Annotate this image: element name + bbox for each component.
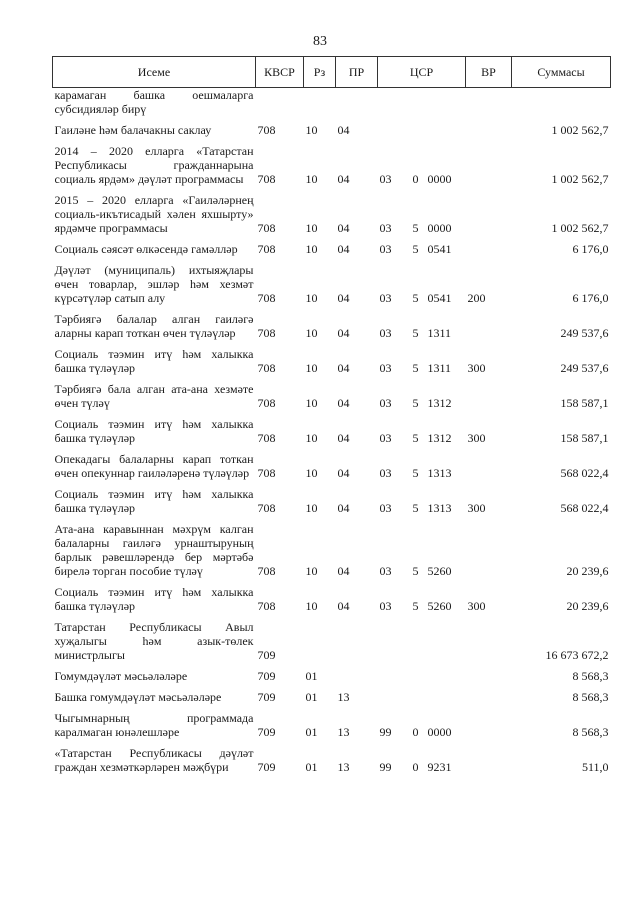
cell-name: Социаль сәясәт өлкәсендә гамәлләр (54, 242, 238, 256)
cell-csr3: 1312 (427, 431, 452, 445)
cell-kvsr (256, 88, 304, 121)
cell-csr2: 5 (412, 564, 419, 578)
cell-rz: 10 (305, 564, 318, 578)
cell-vr: 300 (467, 501, 486, 515)
cell-csr1: 03 (379, 564, 392, 578)
cell-csr1: 99 (379, 760, 392, 774)
cell-amount: 1 002 562,7 (551, 221, 609, 235)
cell-vr (466, 309, 512, 344)
cell-vr (466, 141, 512, 190)
cell-amount: 20 239,6 (566, 564, 609, 578)
cell-name: Тәрбиягә бала алган ата-ана хезмәте өчен түләү (54, 382, 254, 410)
cell-name: Чыгымнарның программада каралмаган юнәлешләре (54, 711, 254, 739)
cell-kvsr: 708 (257, 466, 276, 480)
cell-csr2 (406, 120, 426, 141)
cell-vr (466, 88, 512, 121)
cell-kvsr: 709 (257, 760, 276, 774)
cell-kvsr: 708 (257, 123, 276, 137)
cell-name: Дәүләт (муниципаль) ихтыяҗлары өчен товарлар, эшләр һәм хезмәт күрсәтүләр сатып алу (54, 263, 254, 305)
cell-csr3: 0541 (427, 291, 452, 305)
cell-rz: 10 (305, 221, 318, 235)
cell-name: Социаль тәэмин итү һәм халыкка башка түләүләр (54, 487, 254, 515)
cell-kvsr: 708 (257, 431, 276, 445)
cell-csr2: 0 (412, 725, 419, 739)
cell-csr2: 5 (412, 361, 419, 375)
cell-pr: 04 (337, 361, 350, 375)
cell-csr1: 03 (379, 291, 392, 305)
cell-pr: 04 (337, 242, 350, 256)
cell-rz (304, 88, 336, 121)
cell-pr (336, 666, 378, 687)
cell-pr: 04 (337, 501, 350, 515)
cell-csr2: 5 (412, 221, 419, 235)
cell-pr: 13 (337, 760, 350, 774)
header-rz: Рз (304, 57, 336, 88)
cell-vr (466, 379, 512, 414)
cell-csr1: 03 (379, 221, 392, 235)
table-row (53, 519, 611, 582)
cell-vr: 300 (467, 431, 486, 445)
cell-csr2 (406, 687, 426, 708)
cell-csr1: 03 (379, 599, 392, 613)
table-row (53, 344, 611, 379)
cell-rz: 10 (305, 361, 318, 375)
cell-amount: 6 176,0 (572, 291, 609, 305)
cell-vr: 300 (467, 599, 486, 613)
cell-rz: 10 (305, 326, 318, 340)
table-row (53, 379, 611, 414)
cell-csr2: 5 (412, 431, 419, 445)
cell-csr1 (378, 617, 406, 666)
cell-csr1: 03 (379, 172, 392, 186)
cell-amount: 249 537,6 (560, 326, 609, 340)
cell-name: Татарстан Республикасы Авыл хуҗалыгы һәм азык-төлек министрлыгы (54, 620, 254, 662)
table-row (53, 708, 611, 743)
cell-pr (336, 617, 378, 666)
table-row (53, 414, 611, 449)
cell-pr: 04 (337, 326, 350, 340)
cell-name: Гаиләне һәм балачакны саклау (54, 123, 212, 137)
table-row (53, 687, 611, 708)
cell-amount: 8 568,3 (572, 690, 609, 704)
cell-csr2: 5 (412, 291, 419, 305)
cell-vr (466, 666, 512, 687)
cell-pr: 13 (337, 690, 350, 704)
page-number: 83 (313, 34, 327, 49)
cell-amount: 158 587,1 (560, 396, 609, 410)
cell-vr (466, 449, 512, 484)
cell-name: Опекадагы балаларны карап тоткан өчен опекуннар гаиләләренә түләүләр (54, 452, 254, 480)
cell-vr (466, 743, 512, 778)
cell-amount: 568 022,4 (560, 466, 609, 480)
cell-csr2: 5 (412, 599, 419, 613)
cell-rz: 10 (305, 172, 318, 186)
cell-name: 2014 – 2020 елларга «Татарстан Республикасы гражданнарына социаль ярдәм» дәүләт программасы (54, 144, 254, 186)
cell-name: Тәрбиягә балалар алган гаиләгә аларны карап тоткан өчен түләүләр (54, 312, 254, 340)
cell-csr2 (406, 88, 426, 121)
cell-vr: 300 (467, 361, 486, 375)
cell-csr1: 03 (379, 466, 392, 480)
cell-csr3: 1313 (427, 501, 452, 515)
cell-csr1 (378, 120, 406, 141)
table-row (53, 484, 611, 519)
cell-csr1 (378, 88, 406, 121)
cell-rz: 10 (305, 291, 318, 305)
cell-pr: 04 (337, 466, 350, 480)
cell-rz (304, 617, 336, 666)
cell-rz: 10 (305, 396, 318, 410)
cell-vr (466, 617, 512, 666)
cell-pr: 04 (337, 599, 350, 613)
cell-csr3: 9231 (427, 760, 452, 774)
header-csr: ЦСР (378, 57, 466, 88)
cell-amount: 20 239,6 (566, 599, 609, 613)
table-row (53, 449, 611, 484)
cell-csr3: 1311 (427, 361, 452, 375)
cell-rz: 01 (305, 760, 318, 774)
cell-pr: 04 (337, 172, 350, 186)
cell-amount (512, 88, 611, 121)
cell-name: карамаган башка оешмаларга субсидияләр бирү (54, 88, 254, 116)
cell-amount: 249 537,6 (560, 361, 609, 375)
cell-rz: 01 (305, 669, 318, 683)
table-header-row (53, 57, 611, 88)
cell-amount: 568 022,4 (560, 501, 609, 515)
table-row (53, 617, 611, 666)
cell-csr1: 03 (379, 361, 392, 375)
table-row (53, 582, 611, 617)
cell-amount: 6 176,0 (572, 242, 609, 256)
table-row (53, 309, 611, 344)
cell-kvsr: 709 (257, 648, 276, 662)
cell-rz: 10 (305, 501, 318, 515)
cell-csr1: 03 (379, 242, 392, 256)
table-row (53, 666, 611, 687)
cell-pr: 04 (337, 396, 350, 410)
cell-csr3: 5260 (427, 599, 452, 613)
header-pr: ПР (336, 57, 378, 88)
cell-amount: 16 673 672,2 (545, 648, 609, 662)
cell-name: Социаль тәэмин итү һәм халыкка башка түләүләр (54, 585, 254, 613)
cell-csr3 (426, 687, 466, 708)
table-row (53, 239, 611, 260)
cell-csr2: 5 (412, 466, 419, 480)
header-kvsr: КВСР (256, 57, 304, 88)
cell-csr3: 1312 (427, 396, 452, 410)
cell-name: Социаль тәэмин итү һәм халыкка башка түләүләр (54, 417, 254, 445)
header-amount: Суммасы (512, 57, 611, 88)
cell-csr2: 0 (412, 760, 419, 774)
cell-rz: 10 (305, 431, 318, 445)
cell-csr3: 1311 (427, 326, 452, 340)
cell-csr2 (406, 617, 426, 666)
cell-pr: 04 (337, 221, 350, 235)
cell-amount: 1 002 562,7 (551, 123, 609, 137)
cell-csr2 (406, 666, 426, 687)
header-name: Исеме (53, 57, 256, 88)
cell-pr: 04 (337, 564, 350, 578)
cell-pr: 04 (337, 431, 350, 445)
cell-csr3 (426, 120, 466, 141)
cell-vr (466, 190, 512, 239)
cell-rz: 01 (305, 725, 318, 739)
cell-pr: 04 (337, 123, 350, 137)
cell-kvsr: 708 (257, 291, 276, 305)
cell-rz: 01 (305, 690, 318, 704)
cell-kvsr: 709 (257, 690, 276, 704)
cell-name: Башка гомумдәүләт мәсьәләләре (54, 690, 222, 704)
cell-kvsr: 709 (257, 725, 276, 739)
cell-csr1: 03 (379, 396, 392, 410)
cell-name: Социаль тәэмин итү һәм халыкка башка түләүләр (54, 347, 254, 375)
cell-csr3: 0000 (427, 725, 452, 739)
cell-rz: 10 (305, 599, 318, 613)
cell-rz: 10 (305, 466, 318, 480)
cell-kvsr: 708 (257, 501, 276, 515)
table-row (53, 260, 611, 309)
cell-csr3 (426, 666, 466, 687)
cell-rz: 10 (305, 123, 318, 137)
cell-vr (466, 687, 512, 708)
cell-csr2: 5 (412, 326, 419, 340)
cell-kvsr: 708 (257, 242, 276, 256)
cell-kvsr: 708 (257, 221, 276, 235)
cell-kvsr: 709 (257, 669, 276, 683)
cell-kvsr: 708 (257, 172, 276, 186)
cell-csr3 (426, 88, 466, 121)
table-row (53, 88, 611, 121)
cell-csr2: 0 (412, 172, 419, 186)
table-row (53, 190, 611, 239)
cell-kvsr: 708 (257, 564, 276, 578)
cell-csr3: 0541 (427, 242, 452, 256)
cell-pr (336, 88, 378, 121)
cell-amount: 1 002 562,7 (551, 172, 609, 186)
cell-csr2: 5 (412, 242, 419, 256)
cell-csr1: 03 (379, 326, 392, 340)
cell-kvsr: 708 (257, 599, 276, 613)
cell-kvsr: 708 (257, 396, 276, 410)
cell-csr2: 5 (412, 501, 419, 515)
cell-csr1 (378, 666, 406, 687)
cell-csr1: 99 (379, 725, 392, 739)
cell-vr (466, 519, 512, 582)
cell-csr3 (426, 617, 466, 666)
cell-pr: 04 (337, 291, 350, 305)
cell-kvsr: 708 (257, 361, 276, 375)
cell-rz: 10 (305, 242, 318, 256)
cell-csr1: 03 (379, 431, 392, 445)
header-vr: ВР (466, 57, 512, 88)
cell-name: Гомумдәүләт мәсьәләләре (54, 669, 188, 683)
table-row (53, 141, 611, 190)
cell-vr (466, 708, 512, 743)
cell-vr: 200 (467, 291, 486, 305)
table-row (53, 120, 611, 141)
cell-csr3: 0000 (427, 172, 452, 186)
cell-csr3: 5260 (427, 564, 452, 578)
cell-amount: 158 587,1 (560, 431, 609, 445)
budget-table (52, 56, 611, 778)
table-body (53, 88, 611, 779)
cell-pr: 13 (337, 725, 350, 739)
cell-csr2: 5 (412, 396, 419, 410)
cell-name: 2015 – 2020 елларга «Гаиләләрнең социаль-икътисадый хәлен яхшырту» ярдәмче программасы (54, 193, 254, 235)
table-row (53, 743, 611, 778)
cell-name: Ата-ана каравыннан мәхрүм калган балаларны гаиләгә урнаштыруның барлык рәвешләрендә бер мәртәбә бирелә торган пособие түләү (54, 522, 254, 578)
cell-vr (466, 239, 512, 260)
cell-csr3: 1313 (427, 466, 452, 480)
cell-name: «Татарстан Республикасы дәүләт граждан хезмәткәрләрен мәҗбүри (54, 746, 254, 774)
cell-amount: 511,0 (581, 760, 609, 774)
cell-amount: 8 568,3 (572, 725, 609, 739)
cell-vr (466, 120, 512, 141)
cell-amount: 8 568,3 (572, 669, 609, 683)
cell-kvsr: 708 (257, 326, 276, 340)
cell-csr3: 0000 (427, 221, 452, 235)
cell-csr1: 03 (379, 501, 392, 515)
cell-csr1 (378, 687, 406, 708)
